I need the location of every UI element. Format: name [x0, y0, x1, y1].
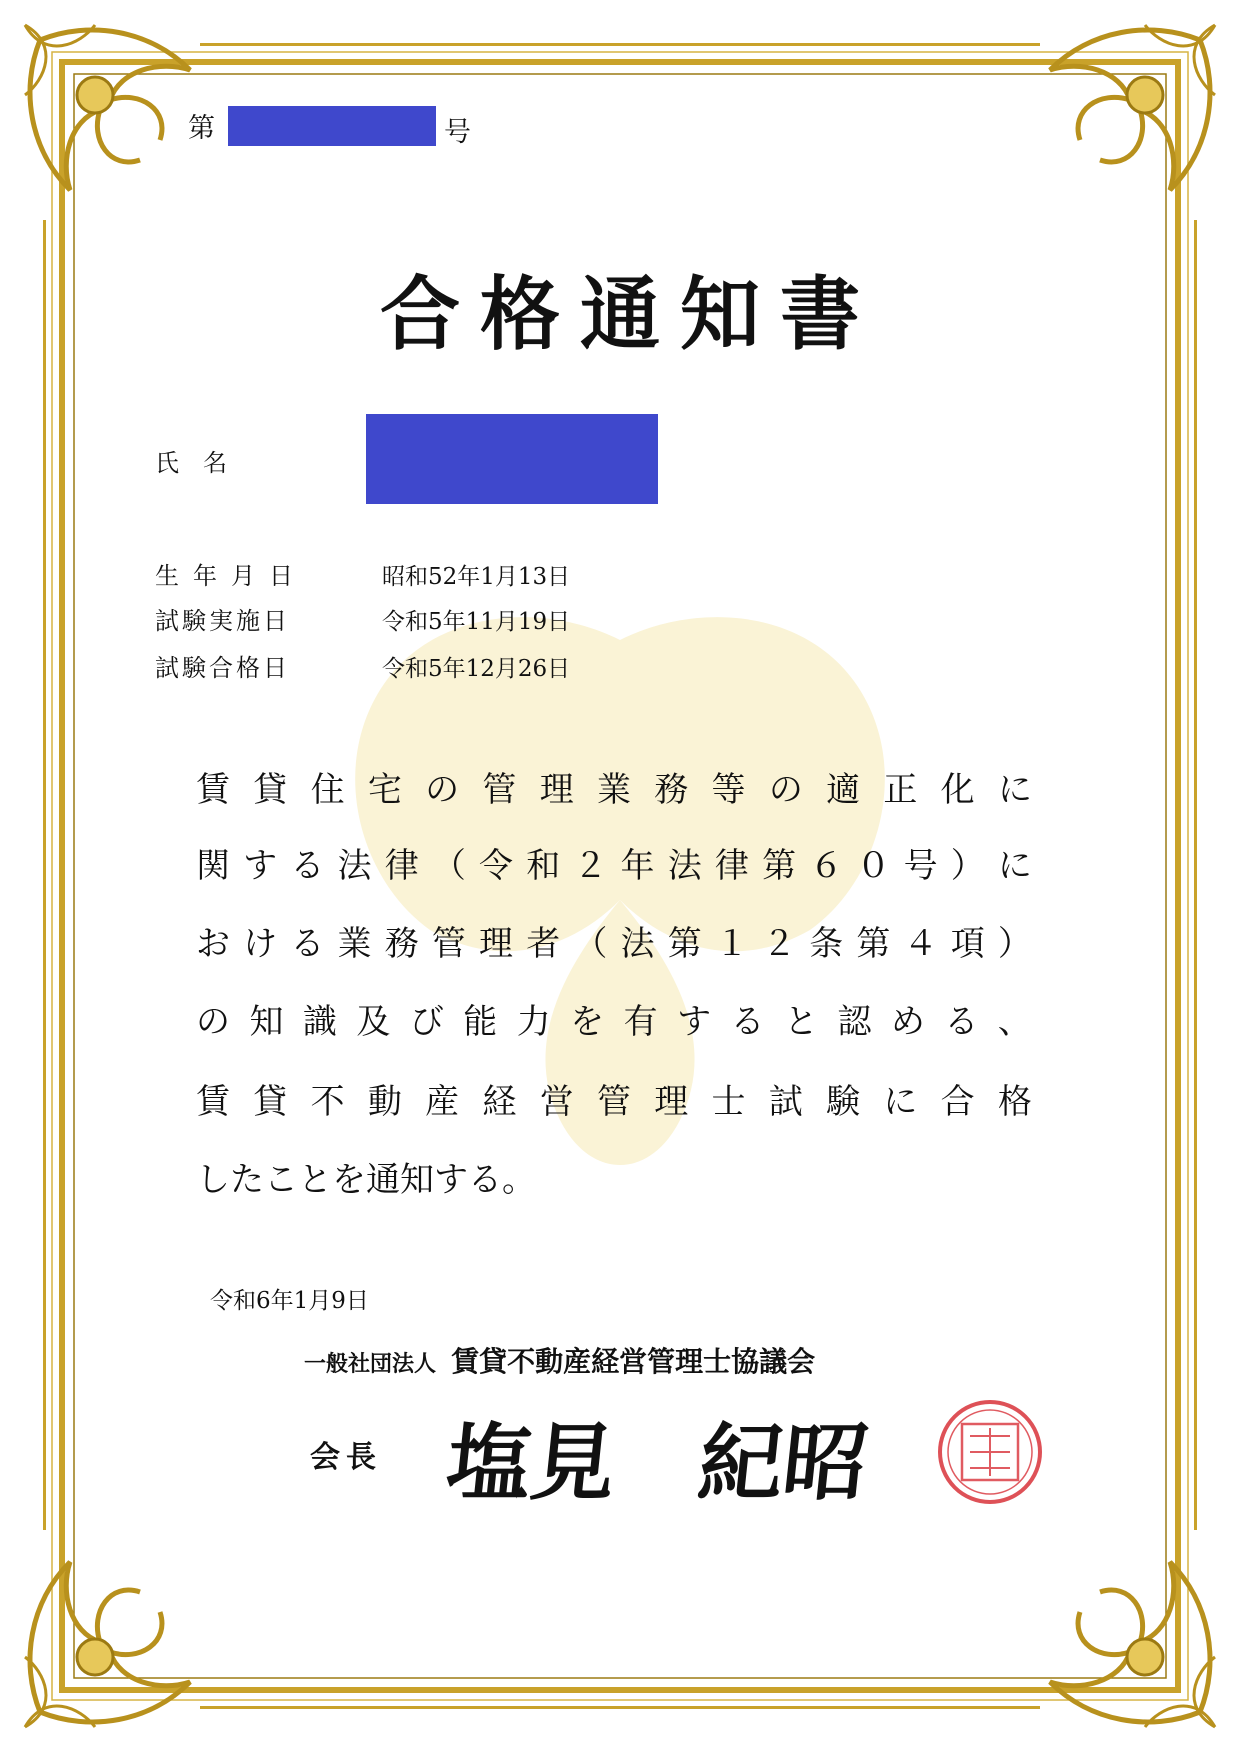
official-seal-stamp: [940, 1402, 1040, 1502]
body-char: 経: [482, 1082, 517, 1122]
body-char: け: [243, 924, 278, 964]
body-char: 知: [249, 1002, 284, 1042]
body-char: 認: [837, 1002, 872, 1042]
body-char: 理: [479, 924, 514, 964]
body-char: 格: [997, 1082, 1032, 1122]
body-char: る: [290, 924, 325, 964]
body-char: 等: [711, 770, 746, 810]
body-char: す: [243, 846, 278, 886]
certificate-number-prefix: 第: [188, 113, 215, 144]
corner-ornament-top-right: [1050, 25, 1215, 190]
body-char: ）: [950, 846, 985, 886]
body-char: 賃: [196, 770, 230, 810]
body-char: お: [196, 924, 230, 964]
body-char: 条: [809, 924, 844, 964]
body-char: 管: [596, 1082, 631, 1122]
body-line: [196, 846, 1032, 886]
redacted-name: [366, 414, 658, 504]
exam-date-label: 試験実施日: [155, 607, 290, 635]
body-line: [196, 1082, 1032, 1122]
body-char: ０: [856, 846, 891, 886]
body-char: 理: [539, 770, 574, 810]
corner-ornament-bottom-right: [1050, 1562, 1215, 1727]
body-line: したことを通知する。: [196, 1160, 536, 1200]
body-char: 関: [196, 846, 230, 886]
body-char: る: [730, 1002, 765, 1042]
body-line: [196, 770, 1032, 810]
body-char: び: [409, 1002, 444, 1042]
body-char: 律: [384, 846, 419, 886]
body-char: 有: [623, 1002, 658, 1042]
body-char: 適: [826, 770, 861, 810]
body-char: 宅: [367, 770, 402, 810]
pass-date-value: 令和5年12月26日: [382, 656, 571, 682]
body-char: に: [883, 1082, 918, 1122]
body-char: に: [997, 770, 1032, 810]
pass-date-label: 試験合格日: [155, 654, 290, 682]
body-char: の: [425, 770, 460, 810]
body-char: 務: [384, 924, 419, 964]
body-char: 令: [479, 846, 514, 886]
body-char: 正: [883, 770, 918, 810]
body-char: 化: [940, 770, 975, 810]
body-char: 動: [367, 1082, 402, 1122]
body-char: を: [570, 1002, 605, 1042]
body-char: す: [677, 1002, 712, 1042]
signatory-name: 塩見 紀昭: [442, 1413, 873, 1512]
body-char: の: [768, 770, 803, 810]
body-char: と: [783, 1002, 818, 1042]
body-char: 合: [940, 1082, 975, 1122]
body-char: １: [714, 924, 749, 964]
body-char: 能: [463, 1002, 498, 1042]
body-char: 貸: [253, 770, 288, 810]
corner-ornament-top-left: [25, 25, 190, 190]
body-char: 法: [620, 924, 655, 964]
body-char: 識: [302, 1002, 337, 1042]
body-char: 管: [482, 770, 517, 810]
body-char: 貸: [253, 1082, 288, 1122]
body-char: の: [196, 1002, 230, 1042]
corner-ornament-bottom-left: [25, 1562, 190, 1727]
body-char: に: [997, 846, 1032, 886]
body-char: 第: [856, 924, 891, 964]
body-char: 力: [516, 1002, 551, 1042]
birth-date-label: 生年月日: [155, 562, 307, 590]
body-char: ２: [762, 924, 797, 964]
body-char: 士: [711, 1082, 746, 1122]
signatory-role: 会長: [310, 1440, 382, 1475]
body-char: 和: [526, 846, 561, 886]
exam-date-value: 令和5年11月19日: [382, 609, 571, 635]
body-char: め: [890, 1002, 925, 1042]
body-char: 第: [667, 924, 702, 964]
body-char: 項: [950, 924, 985, 964]
body-char: （: [573, 924, 608, 964]
body-line: [196, 1002, 1032, 1042]
issuer-name: 賃貸不動産経営管理士協議会: [451, 1345, 816, 1378]
body-char: 律: [714, 846, 749, 886]
body-char: 法: [337, 846, 372, 886]
body-char: 者: [526, 924, 561, 964]
body-char: 第: [762, 846, 797, 886]
body-char: ２: [573, 846, 608, 886]
body-char: ）: [997, 924, 1032, 964]
issuer-prefix: 一般社団法人: [304, 1351, 437, 1377]
document-title: 合格通知書: [380, 267, 880, 361]
birth-date-value: 昭和52年1月13日: [382, 564, 571, 590]
redacted-certificate-number: [228, 106, 436, 146]
body-char: 及: [356, 1002, 391, 1042]
body-char: 業: [596, 770, 631, 810]
body-char: 試: [768, 1082, 803, 1122]
body-char: 号: [903, 846, 938, 886]
body-char: 営: [539, 1082, 574, 1122]
certificate-number-suffix: 号: [444, 117, 471, 148]
body-char: 年: [620, 846, 655, 886]
body-char: ４: [903, 924, 938, 964]
body-char: 験: [826, 1082, 861, 1122]
body-char: 業: [337, 924, 372, 964]
body-char: 管: [431, 924, 466, 964]
body-char: 住: [310, 770, 345, 810]
body-char: 産: [425, 1082, 460, 1122]
body-char: 、: [997, 1002, 1032, 1042]
body-char: 務: [654, 770, 689, 810]
body-char: 法: [667, 846, 702, 886]
body-char: る: [944, 1002, 979, 1042]
issue-date: 令和6年1月9日: [210, 1288, 369, 1314]
body-line: [196, 924, 1032, 964]
issuer: [304, 1340, 815, 1380]
body-char: 賃: [196, 1082, 230, 1122]
body-char: （: [431, 846, 466, 886]
body-char: 理: [654, 1082, 689, 1122]
body-char: 不: [310, 1082, 345, 1122]
body-char: る: [290, 846, 325, 886]
name-label: 氏 名: [155, 449, 227, 477]
body-char: ６: [809, 846, 844, 886]
